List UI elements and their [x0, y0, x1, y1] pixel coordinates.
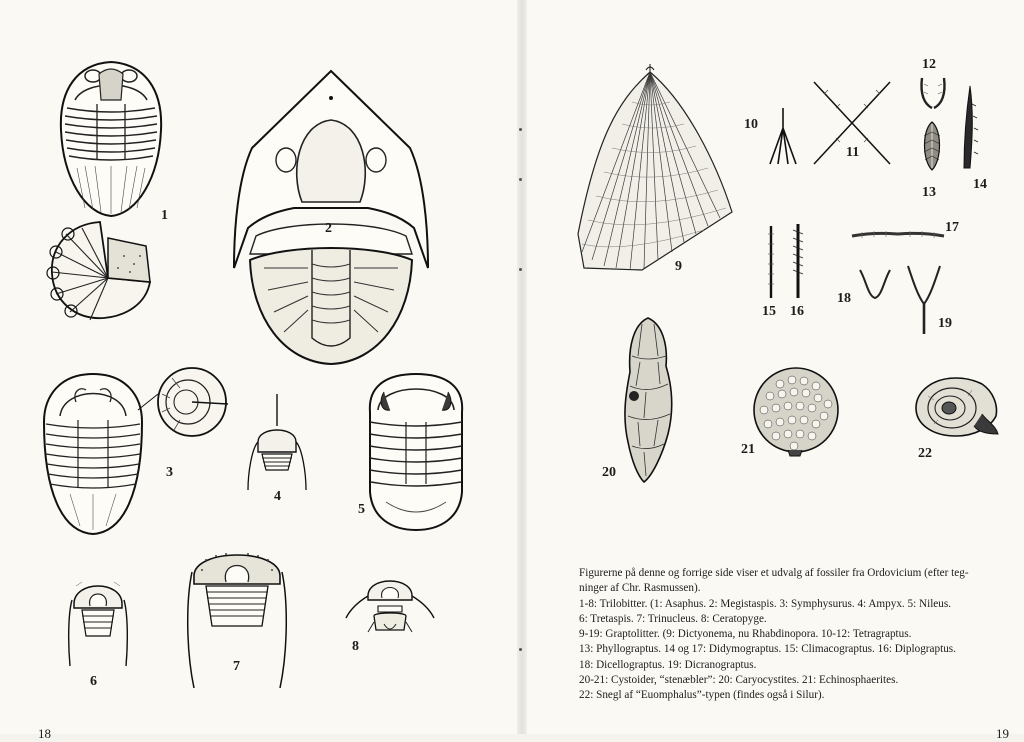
- caption-line: 6: Tretaspis. 7: Trinucleus. 8: Ceratopyge.: [579, 612, 767, 625]
- graptolite-dictyonema-icon: [576, 62, 734, 274]
- figure-caption: [579, 566, 1011, 704]
- trilobite-nileus-icon: [366, 372, 466, 532]
- caption-line: 22: Snegl af “Euomphalus”-typen (findes også i Silur).: [579, 689, 825, 702]
- figure-number: 21: [741, 442, 755, 457]
- margin-speck: [519, 178, 522, 181]
- figure-number: 7: [233, 659, 240, 674]
- figure-number: 5: [358, 502, 365, 517]
- figure-number: 20: [602, 465, 616, 480]
- trilobite-tretaspis-icon: [64, 574, 132, 670]
- figure-number: 17: [945, 220, 959, 235]
- trilobite-enrolled-icon: [152, 364, 232, 440]
- cystoid-caryocystites-icon: [618, 316, 676, 484]
- page-number-right: 19: [996, 726, 1009, 741]
- book-gutter: [517, 0, 527, 734]
- trilobite-ceratopyge-icon: [344, 566, 436, 638]
- caption-line: Figurerne på denne og forrige side viser et udvalg af fossiler fra Ordovicium (efter teg-: [579, 567, 969, 579]
- figure-number: 19: [938, 316, 952, 331]
- figure-number: 2: [325, 221, 332, 236]
- margin-speck: [519, 128, 522, 131]
- margin-speck: [519, 648, 522, 651]
- trilobite-megistaspis-icon: [228, 68, 434, 368]
- figure-number: 22: [918, 446, 932, 461]
- figure-number: 3: [166, 465, 173, 480]
- graptolite-didymograptus-icon: [850, 226, 946, 242]
- caption-line: 9-19: Graptolitter. (9: Dictyonema, nu Rhabdinopora. 10-12: Tetragraptus.: [579, 628, 912, 641]
- figure-number: 1: [161, 208, 168, 223]
- figure-number: 18: [837, 291, 851, 306]
- figure-number: 14: [973, 177, 987, 192]
- figure-number: 9: [675, 259, 682, 274]
- graptolite-dicellograptus-icon: [858, 268, 892, 302]
- trilobite-asaphus-icon: [55, 60, 167, 220]
- figure-number: 12: [922, 57, 936, 72]
- caption-line: 13: Phyllograptus. 14 og 17: Didymograptus. 15: Climacograptus. 16: Diplograptus.: [579, 643, 956, 656]
- figure-number: 4: [274, 489, 281, 504]
- trilobite-symphysurus-icon: [40, 372, 146, 536]
- cystoid-echinosphaerites-icon: [750, 364, 842, 458]
- graptolite-climacograptus-icon: [766, 224, 776, 300]
- figure-number: 6: [90, 674, 97, 689]
- graptolite-diplograptus-icon: [792, 222, 804, 300]
- caption-line: 1-8: Trilobitter. (1: Asaphus. 2: Megistaspis. 3: Symphysurus. 4: Ampyx. 5: Nileus.: [579, 597, 952, 610]
- page-number-left: 18: [38, 726, 51, 741]
- trilobite-enrolled-icon: [46, 218, 154, 324]
- leader-line: [138, 392, 160, 412]
- figure-number: 13: [922, 185, 936, 200]
- snail-euomphalus-icon: [912, 374, 1002, 442]
- trilobite-ampyx-icon: [244, 392, 310, 492]
- caption-line: ninger af Chr. Rasmussen).: [579, 582, 701, 595]
- caption-line: 20-21: Cystoider, “stenæbler”: 20: Caryocystites. 21: Echinosphaerites.: [579, 674, 899, 687]
- graptolite-phyllograptus-icon: [920, 120, 944, 172]
- figure-number: 10: [744, 117, 758, 132]
- graptolite-didymograptus-icon: [958, 84, 982, 170]
- margin-speck: [519, 268, 522, 271]
- figure-number: 15: [762, 304, 776, 319]
- graptolite-tetragraptus-icon: [764, 106, 802, 166]
- graptolite-tetragraptus-icon: [918, 76, 948, 110]
- caption-line: 18: Dicellograptus. 19: Dicranograptus.: [579, 658, 757, 671]
- figure-number: 11: [846, 145, 860, 160]
- figure-number: 8: [352, 639, 359, 654]
- figure-number: 16: [790, 304, 804, 319]
